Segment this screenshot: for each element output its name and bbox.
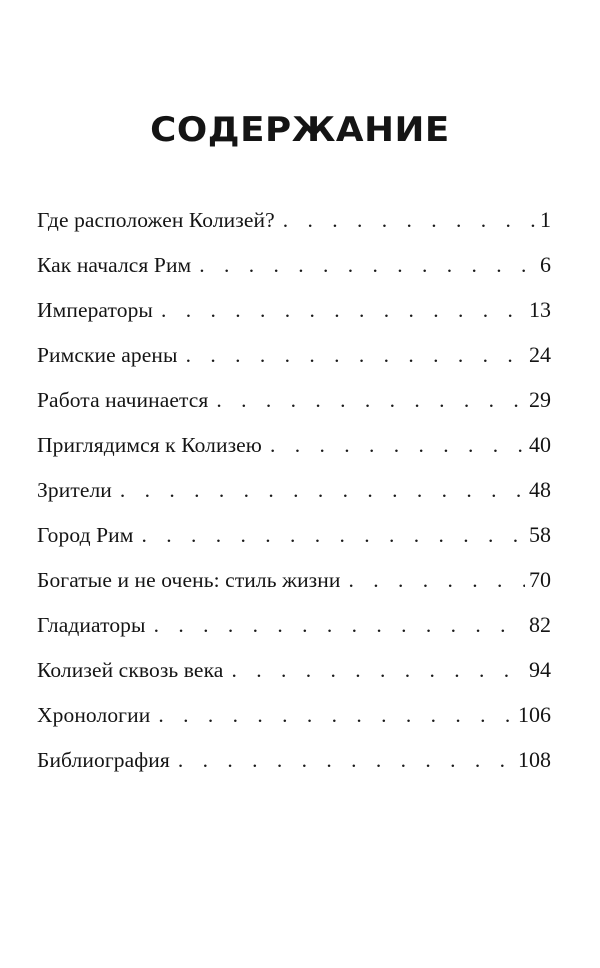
dot-leader [186,333,525,378]
toc-entry-page: 13 [529,297,551,322]
table-of-contents [37,197,551,782]
toc-entry-label: Как начался Рим [37,253,192,277]
toc-entry-label: Зрители [37,478,112,502]
toc-entry-label: Колизей сквозь века [37,658,224,682]
toc-entry [37,242,551,287]
toc-entry-page: 1 [540,207,551,232]
toc-entry-label: Приглядимся к Колизею [37,433,262,457]
toc-entry-page: 29 [529,387,551,412]
toc-entry-label: Богатые и не очень: стиль жизни [37,568,341,592]
dot-leader [216,378,525,423]
toc-entry [37,197,551,242]
dot-leader [161,288,525,333]
toc-entry-page: 48 [529,477,551,502]
dot-leader [120,468,525,513]
dot-leader [158,693,514,738]
toc-entry-label: Библиография [37,748,170,772]
toc-entry-page: 108 [518,747,551,772]
toc-entry [37,512,551,557]
dot-leader [141,513,525,558]
toc-entry-page: 40 [529,432,551,457]
toc-entry [37,557,551,602]
toc-entry-label: Римские арены [37,343,178,367]
toc-entry-page: 82 [529,612,551,637]
toc-entry-label: Хронологии [37,703,151,727]
toc-entry-label: Город Рим [37,523,134,547]
toc-entry-page: 24 [529,342,551,367]
dot-leader [199,243,536,288]
toc-entry [37,287,551,332]
toc-entry-label: Где расположен Колизей? [37,208,275,232]
toc-entry [37,422,551,467]
toc-entry-label: Работа начинается [37,388,209,412]
toc-entry-page: 58 [529,522,551,547]
page-title: СОДЕРЖАНИЕ [150,110,450,150]
dot-leader [349,558,526,603]
dot-leader [154,603,525,648]
dot-leader [178,738,514,783]
toc-entry [37,647,551,692]
toc-entry [37,332,551,377]
dot-leader [231,648,525,693]
toc-entry [37,692,551,737]
toc-entry-page: 94 [529,657,551,682]
toc-entry [37,602,551,647]
toc-entry-page: 106 [518,702,551,727]
toc-entry-page: 70 [529,567,551,592]
toc-entry-label: Гладиаторы [37,613,146,637]
toc-entry [37,737,551,782]
toc-entry-label: Императоры [37,298,153,322]
dot-leader [283,198,536,243]
toc-entry-page: 6 [540,252,551,277]
toc-entry [37,377,551,422]
toc-entry [37,467,551,512]
dot-leader [270,423,525,468]
